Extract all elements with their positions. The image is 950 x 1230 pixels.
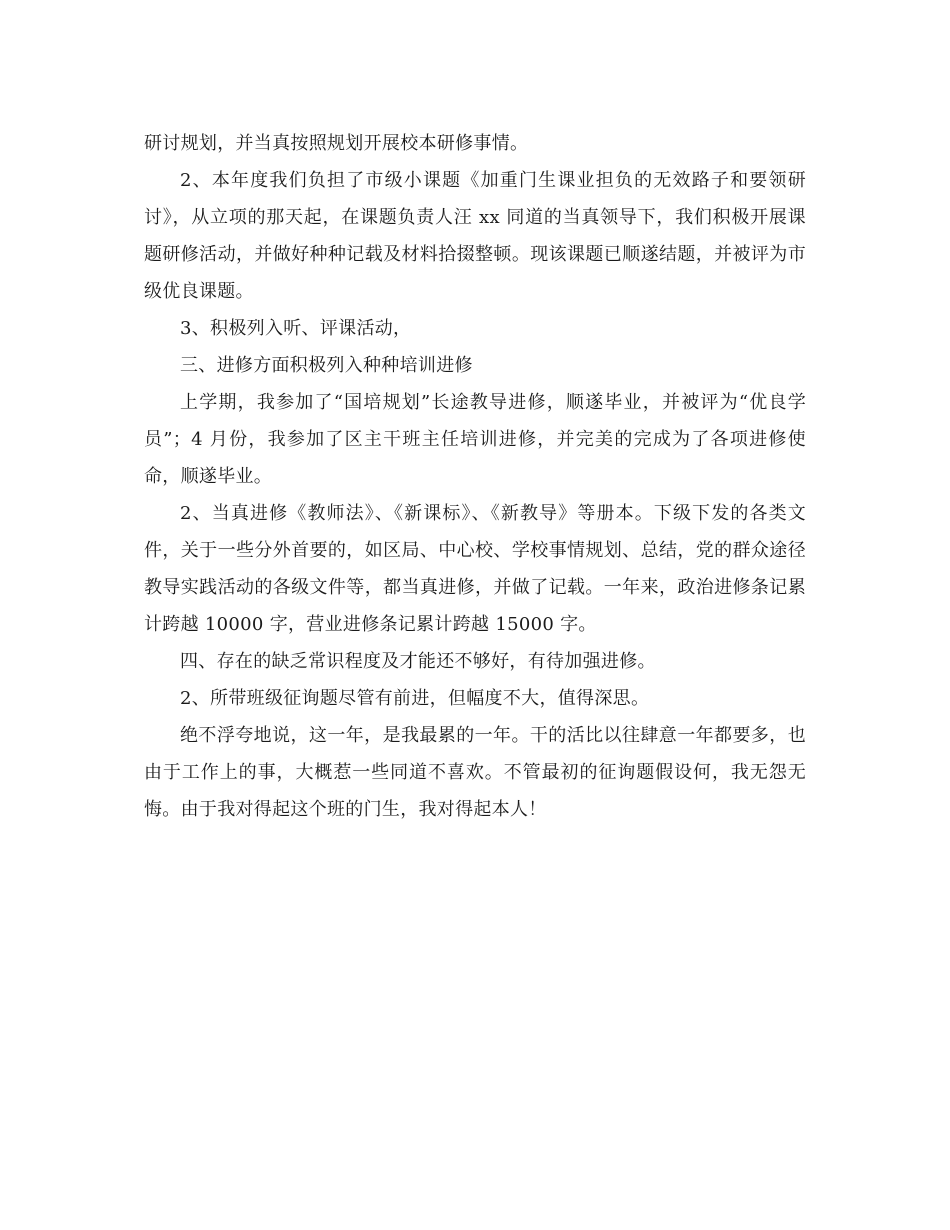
paragraph-2: 2、本年度我们负担了市级小课题《加重门生课业担负的无效路子和要领研讨》，从立项的那天起，在课题负责人汪 xx 同道的当真领导下，我们积极开展课题研修活动，并做好种种记载及材料拾掇整顿。现该课题已顺遂结题，并被评为市级优良课题。 xyxy=(144,170,806,302)
section-heading-shortcomings: 四、存在的缺乏常识程度及才能还不够好，有待加强进修。 xyxy=(180,651,656,672)
paragraph-3: 3、积极列入听、评课活动， xyxy=(180,318,412,339)
paragraph-6: 2、当真进修《教师法》、《新课标》、《新教导》等册本。下级下发的各类文件，关于一些分外首要的，如区局、中心校、学校事情规划、总结，党的群众途径教导实践活动的各级文件等，都当真进修，并做了记载。一年来，政治进修条记累计跨越 10000 字，营业进修条记累计跨越 15000 字。 xyxy=(144,503,806,635)
section-heading-training: 三、进修方面积极列入种种培训进修 xyxy=(180,355,473,376)
paragraph-9: 绝不浮夸地说，这一年，是我最累的一年。干的活比以往肆意一年都要多，也由于工作上的事，大概惹一些同道不喜欢。不管最初的征询题假设何，我无怨无悔。由于我对得起这个班的门生，我对得起本人！ xyxy=(144,725,806,820)
paragraph-1: 研讨规划，并当真按照规划开展校本研修事情。 xyxy=(144,133,529,154)
paragraph-5: 上学期，我参加了“国培规划”长途教导进修，顺遂毕业，并被评为“优良学员”；4 月份，我参加了区主干班主任培训进修，并完美的完成为了各项进修使命，顺遂毕业。 xyxy=(144,392,806,487)
document-body xyxy=(144,125,806,828)
paragraph-8: 2、所带班级征询题尽管有前进，但幅度不大，值得深思。 xyxy=(180,688,650,709)
